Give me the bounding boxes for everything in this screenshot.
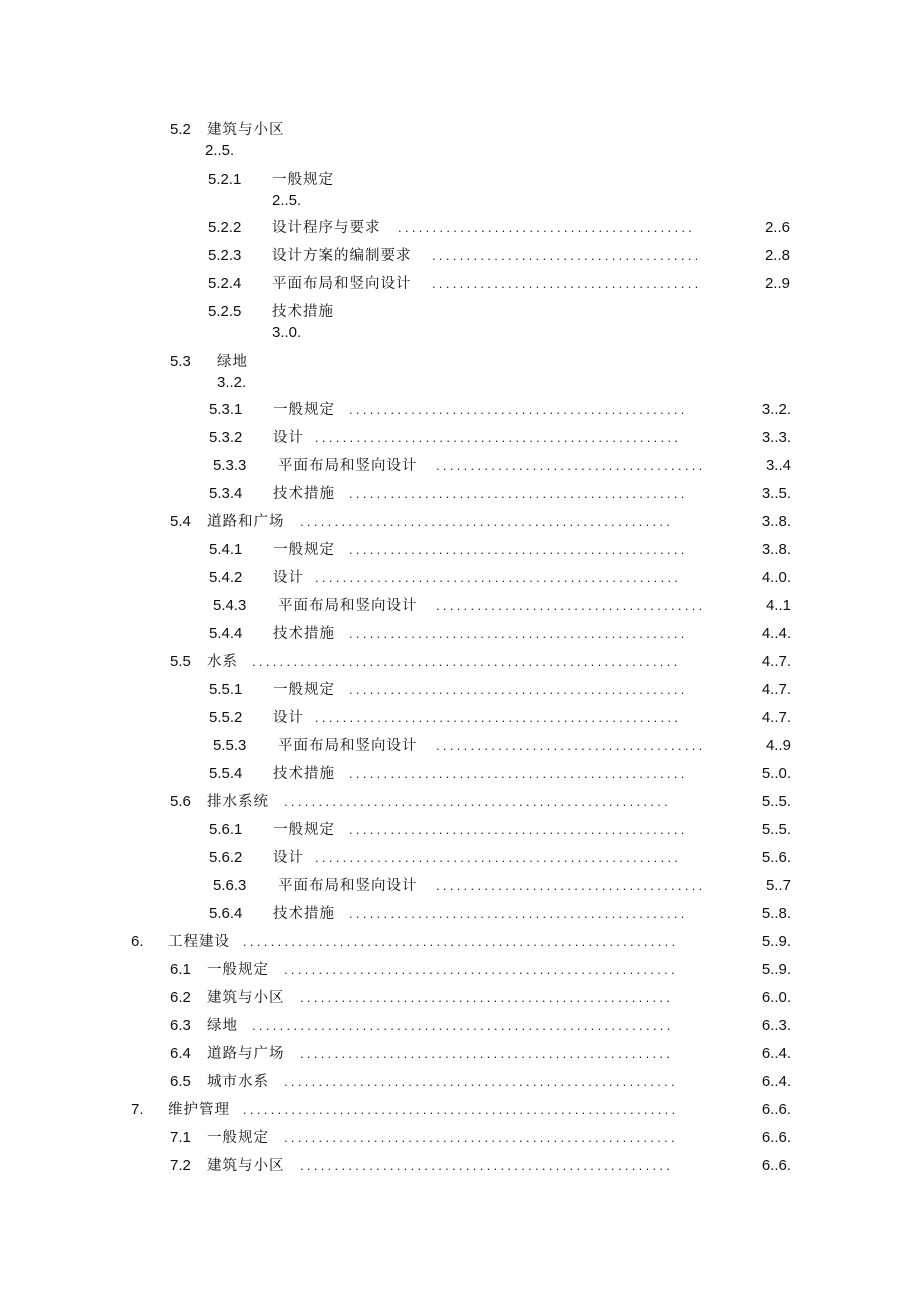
toc-entry-number: 5.5 (170, 653, 191, 670)
toc-entry-page: 3..4 (765, 457, 791, 474)
toc-entry-5-4-2[interactable] (209, 567, 791, 589)
toc-entry-number: 5.2.5 (208, 303, 242, 320)
toc-entry-page: 6..0. (761, 989, 791, 1006)
toc-entry-5-2[interactable] (170, 119, 470, 141)
toc-entry-page: 4..7. (761, 681, 791, 698)
toc-entry-number: 6.2 (170, 989, 191, 1006)
toc-entry-page: 3..2. (217, 374, 247, 391)
toc-entry-title: 设计 (273, 850, 304, 866)
toc-entry-number: 5.6.3 (213, 877, 247, 894)
toc-entry-page: 6..4. (761, 1045, 791, 1062)
toc-entry-page: 4..7. (761, 709, 791, 726)
toc-entry-title: 一般规定 (273, 682, 335, 698)
toc-entry-5-5-2[interactable] (209, 707, 791, 729)
toc-entry-page: 5..5. (761, 821, 791, 838)
toc-leader-dots: ................................................. (349, 766, 688, 781)
toc-entry-number: 6.4 (170, 1045, 191, 1062)
toc-entry-title: 一般规定 (207, 1130, 269, 1146)
toc-entry-number: 5.2 (170, 121, 191, 138)
toc-entry-5-2-1[interactable] (208, 169, 508, 191)
toc-entry-6-5[interactable] (170, 1071, 791, 1093)
toc-entry-number: 7. (131, 1101, 144, 1118)
toc-entry-5-5-3[interactable] (213, 735, 791, 757)
toc-entry-5-4-1[interactable] (209, 539, 791, 561)
toc-entry-page: 5..6. (761, 849, 791, 866)
toc-entry-5-3-4[interactable] (209, 483, 791, 505)
toc-entry-page: 3..8. (761, 541, 791, 558)
toc-entry-6-2[interactable] (170, 987, 791, 1009)
toc-leader-dots: ..................................................... (315, 710, 682, 725)
toc-entry-title: 绿地 (217, 354, 248, 370)
toc-entry-title: 设计程序与要求 (272, 220, 381, 236)
toc-entry-title: 技术措施 (273, 766, 335, 782)
toc-leader-dots: ....................................... (436, 738, 706, 753)
toc-leader-dots: ......................................................... (284, 1074, 678, 1089)
toc-leader-dots: ...................................................... (300, 1158, 674, 1173)
toc-leader-dots: ........................................................ (284, 794, 672, 809)
toc-leader-dots: ...................................................... (300, 990, 674, 1005)
toc-entry-5-4-3[interactable] (213, 595, 791, 617)
toc-entry-number: 5.2.2 (208, 219, 242, 236)
toc-leader-dots: ................................................. (349, 542, 688, 557)
toc-entry-number: 7.2 (170, 1157, 191, 1174)
toc-entry-page: 5..8. (761, 905, 791, 922)
toc-entry-title: 维护管理 (168, 1102, 230, 1118)
toc-entry-number: 6.1 (170, 961, 191, 978)
toc-leader-dots: ........................................... (398, 220, 696, 235)
toc-entry-title: 设计 (273, 570, 304, 586)
toc-entry-number: 5.5.3 (213, 737, 247, 754)
toc-entry-number: 5.6.2 (209, 849, 243, 866)
toc-entry-5-6-4[interactable] (209, 903, 791, 925)
toc-entry-page: 2..8 (764, 247, 790, 264)
toc-entry-title: 设计 (273, 710, 304, 726)
toc-entry-page: 5..5. (761, 793, 791, 810)
toc-entry-7[interactable] (131, 1099, 791, 1121)
toc-entry-number: 5.2.1 (208, 171, 242, 188)
toc-entry-title: 建筑与小区 (207, 1158, 285, 1174)
toc-entry-number: 5.4.1 (209, 541, 243, 558)
toc-entry-number: 5.6.1 (209, 821, 243, 838)
toc-entry-page: 4..1 (765, 597, 791, 614)
toc-entry-title: 一般规定 (273, 402, 335, 418)
toc-entry-number: 6.3 (170, 1017, 191, 1034)
toc-entry-title: 平面布局和竖向设计 (272, 276, 412, 292)
toc-entry-number: 5.3.4 (209, 485, 243, 502)
toc-entry-title: 绿地 (207, 1018, 238, 1034)
toc-entry-page: 6..6. (761, 1129, 791, 1146)
toc-leader-dots: ............................................................... (243, 1102, 679, 1117)
toc-entry-page: 5..7 (765, 877, 791, 894)
toc-entry-5-4-4[interactable] (209, 623, 791, 645)
toc-entry-5-2-4[interactable] (208, 273, 790, 295)
toc-entry-title: 设计方案的编制要求 (272, 248, 412, 264)
toc-entry-number: 5.2.3 (208, 247, 242, 264)
toc-entry-title: 工程建设 (168, 934, 230, 950)
toc-leader-dots: ...................................................... (300, 1046, 674, 1061)
toc-leader-dots: ..................................................... (315, 850, 682, 865)
toc-entry-page: 3..3. (761, 429, 791, 446)
toc-entry-5-5-1[interactable] (209, 679, 791, 701)
toc-leader-dots: ................................................. (349, 486, 688, 501)
toc-leader-dots: ............................................................. (252, 1018, 674, 1033)
toc-leader-dots: ......................................................... (284, 1130, 678, 1145)
toc-entry-number: 5.5.2 (209, 709, 243, 726)
toc-entry-number: 5.4 (170, 513, 191, 530)
toc-entry-title: 建筑与小区 (207, 990, 285, 1006)
toc-entry-page: 2..5. (272, 192, 302, 209)
toc-entry-7-1[interactable] (170, 1127, 791, 1149)
toc-entry-page: 3..8. (761, 513, 791, 530)
toc-entry-7-2[interactable] (170, 1155, 791, 1177)
toc-entry-number: 5.3.3 (213, 457, 247, 474)
toc-leader-dots: ....................................... (436, 458, 706, 473)
toc-leader-dots: ....................................... (436, 878, 706, 893)
toc-entry-title: 一般规定 (273, 822, 335, 838)
toc-entry-title: 排水系统 (207, 794, 269, 810)
toc-entry-page: 4..4. (761, 625, 791, 642)
toc-entry-title: 平面布局和竖向设计 (278, 878, 418, 894)
toc-leader-dots: ......................................................... (284, 962, 678, 977)
toc-entry-6-4[interactable] (170, 1043, 791, 1065)
toc-entry-title: 平面布局和竖向设计 (278, 598, 418, 614)
toc-leader-dots: ................................................. (349, 906, 688, 921)
toc-entry-5-6-2[interactable] (209, 847, 791, 869)
toc-entry-5-3-2[interactable] (209, 427, 791, 449)
toc-entry-title: 技术措施 (273, 486, 335, 502)
toc-entry-number: 5.5.1 (209, 681, 243, 698)
toc-leader-dots: ................................................. (349, 626, 688, 641)
toc-entry-6[interactable] (131, 931, 791, 953)
toc-leader-dots: .............................................................. (252, 654, 681, 669)
toc-entry-title: 一般规定 (272, 172, 334, 188)
toc-entry-number: 6.5 (170, 1073, 191, 1090)
toc-leader-dots: ....................................... (432, 276, 702, 291)
toc-entry-number: 5.4.2 (209, 569, 243, 586)
toc-entry-number: 5.3.2 (209, 429, 243, 446)
toc-entry-page: 6..6. (761, 1101, 791, 1118)
toc-entry-title: 一般规定 (207, 962, 269, 978)
toc-leader-dots: ............................................................... (243, 934, 679, 949)
toc-entry-title: 城市水系 (207, 1074, 269, 1090)
toc-entry-title: 技术措施 (273, 906, 335, 922)
toc-entry-5-2-2[interactable] (208, 217, 790, 239)
toc-entry-number: 5.2.4 (208, 275, 242, 292)
toc-entry-page: 5..9. (761, 961, 791, 978)
toc-entry-5-2-3[interactable] (208, 245, 790, 267)
toc-entry-number: 5.3.1 (209, 401, 243, 418)
toc-entry-title: 道路和广场 (207, 514, 285, 530)
toc-entry-5-5-4[interactable] (209, 763, 791, 785)
toc-entry-number: 6. (131, 933, 144, 950)
toc-entry-title: 建筑与小区 (207, 122, 285, 138)
toc-entry-page: 5..0. (761, 765, 791, 782)
toc-entry-number: 5.6 (170, 793, 191, 810)
toc-entry-5-6[interactable] (170, 791, 791, 813)
toc-leader-dots: ...................................................... (300, 514, 674, 529)
toc-entry-page: 4..7. (761, 653, 791, 670)
toc-entry-5-2-5[interactable] (208, 301, 508, 323)
toc-entry-title: 平面布局和竖向设计 (278, 738, 418, 754)
toc-entry-page: 3..2. (761, 401, 791, 418)
toc-leader-dots: ..................................................... (315, 430, 682, 445)
toc-leader-dots: ................................................. (349, 822, 688, 837)
toc-entry-number: 7.1 (170, 1129, 191, 1146)
toc-entry-page: 2..9 (764, 275, 790, 292)
toc-entry-5-3[interactable] (170, 351, 470, 373)
toc-leader-dots: ................................................. (349, 682, 688, 697)
toc-entry-number: 5.5.4 (209, 765, 243, 782)
toc-entry-page: 6..4. (761, 1073, 791, 1090)
toc-entry-title: 平面布局和竖向设计 (278, 458, 418, 474)
toc-entry-page: 3..5. (761, 485, 791, 502)
toc-entry-page: 4..0. (761, 569, 791, 586)
toc-entry-title: 一般规定 (273, 542, 335, 558)
toc-entry-5-4[interactable] (170, 511, 791, 533)
toc-entry-5-6-3[interactable] (213, 875, 791, 897)
toc-entry-page: 3..0. (272, 324, 302, 341)
toc-entry-page: 2..6 (764, 219, 790, 236)
toc-leader-dots: ....................................... (432, 248, 702, 263)
toc-entry-page: 4..9 (765, 737, 791, 754)
toc-entry-5-3-3[interactable] (213, 455, 791, 477)
toc-entry-title: 设计 (273, 430, 304, 446)
toc-entry-number: 5.4.3 (213, 597, 247, 614)
toc-entry-title: 道路与广场 (207, 1046, 285, 1062)
toc-entry-number: 5.4.4 (209, 625, 243, 642)
toc-entry-5-3-1[interactable] (209, 399, 791, 421)
toc-entry-title: 技术措施 (272, 304, 334, 320)
toc-entry-6-3[interactable] (170, 1015, 791, 1037)
toc-entry-number: 5.6.4 (209, 905, 243, 922)
toc-entry-page: 2..5. (205, 142, 235, 159)
toc-leader-dots: ....................................... (436, 598, 706, 613)
toc-entry-6-1[interactable] (170, 959, 791, 981)
toc-entry-page: 6..3. (761, 1017, 791, 1034)
toc-entry-5-5[interactable] (170, 651, 791, 673)
toc-entry-number: 5.3 (170, 353, 191, 370)
toc-entry-title: 技术措施 (273, 626, 335, 642)
toc-entry-5-6-1[interactable] (209, 819, 791, 841)
toc-entry-page: 5..9. (761, 933, 791, 950)
toc-entry-page: 6..6. (761, 1157, 791, 1174)
toc-leader-dots: ..................................................... (315, 570, 682, 585)
toc-entry-title: 水系 (207, 654, 238, 670)
toc-leader-dots: ................................................. (349, 402, 688, 417)
